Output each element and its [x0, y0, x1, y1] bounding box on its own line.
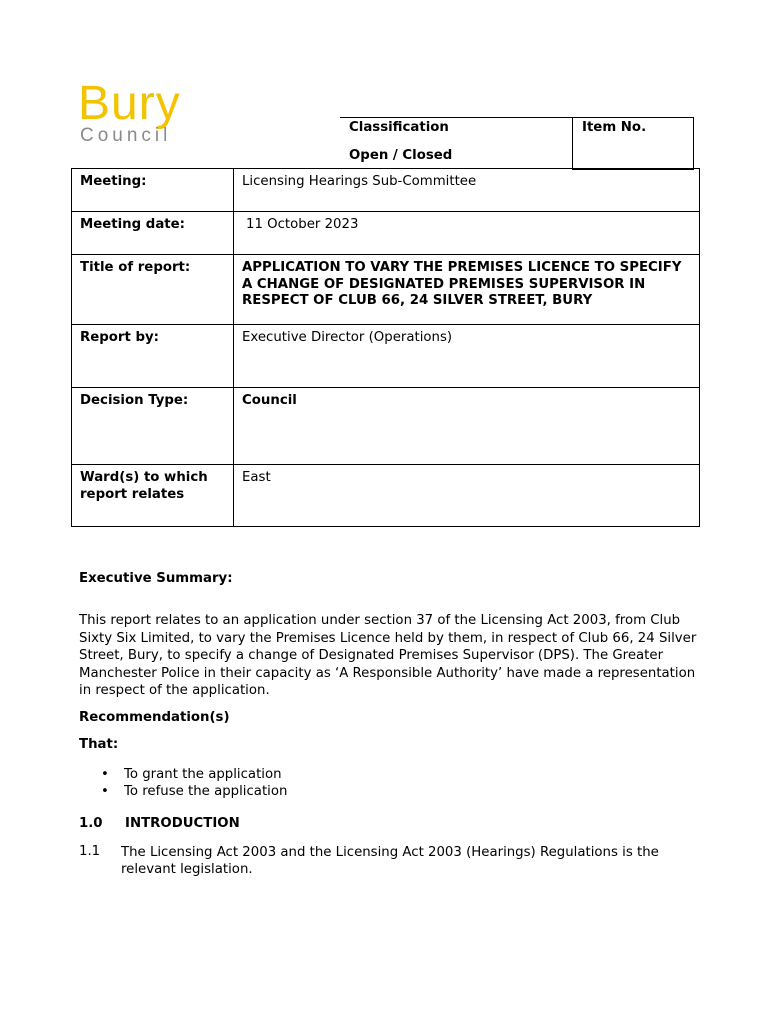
list-item	[79, 783, 287, 800]
wards-label: Ward(s) to which report relates	[72, 465, 234, 527]
executive-summary-heading: Executive Summary:	[79, 571, 233, 586]
meeting-value: Licensing Hearings Sub-Committee	[234, 169, 700, 212]
table-row	[72, 255, 700, 325]
list-item	[79, 766, 287, 783]
recommendations-heading: Recommendation(s)	[79, 710, 230, 725]
wards-value: East	[234, 465, 700, 527]
decision-type-value: Council	[234, 388, 700, 465]
report-by-label: Report by:	[72, 325, 234, 388]
bullet-icon: •	[101, 767, 109, 782]
table-row	[72, 325, 700, 388]
report-by-value: Executive Director (Operations)	[234, 325, 700, 388]
title-of-report-label: Title of report:	[72, 255, 234, 325]
bury-council-logo-wordmark: Bury	[78, 77, 181, 130]
table-row	[72, 169, 700, 212]
bullet-icon: •	[101, 784, 109, 799]
introduction-paragraph: The Licensing Act 2003 and the Licensing Act 2003 (Hearings) Regulations is the relevant legislation.	[121, 845, 659, 877]
section-number: 1.0	[79, 816, 103, 831]
meeting-date-value: 11 October 2023	[234, 212, 700, 255]
bury-council-logo-subtitle: Council	[80, 125, 172, 146]
item-number-cell	[573, 118, 694, 170]
table-row	[72, 465, 700, 527]
classification-label: Classification	[349, 119, 449, 135]
recommendations-list	[79, 766, 287, 800]
classification-top-border	[340, 117, 574, 118]
classification-value: Open / Closed	[349, 147, 453, 163]
recommendations-that: That:	[79, 737, 119, 752]
meeting-label: Meeting:	[72, 169, 234, 212]
decision-type-label: Decision Type:	[72, 388, 234, 465]
item-number-label: Item No.	[582, 120, 647, 135]
paragraph-number: 1.1	[79, 844, 101, 859]
meeting-date-label: Meeting date:	[72, 212, 234, 255]
recommendation-option: To refuse the application	[124, 784, 288, 799]
section-heading: INTRODUCTION	[125, 816, 240, 831]
table-row	[72, 212, 700, 255]
report-details-table	[71, 168, 700, 527]
executive-summary-text: This report relates to an application under section 37 of the Licensing Act 2003, from Club Sixty Six Limited, to vary the Premises Licence held by them, in respect of Club 66, 24 Silver Street, Bury, to specify a change of Designated Premises Supervisor (DPS). The Greater Manchester Police in their capacity as ‘A Responsible Authority’ have made a representation in respect of the application.	[79, 613, 697, 699]
classification-cell	[340, 118, 573, 170]
classification-table	[340, 117, 694, 170]
recommendation-option: To grant the application	[124, 767, 282, 782]
title-of-report-value: APPLICATION TO VARY THE PREMISES LICENCE TO SPECIFY A CHANGE OF DESIGNATED PREMISES SUPERVISOR IN RESPECT OF CLUB 66, 24 SILVER STREET, BURY	[234, 255, 700, 325]
table-row	[72, 388, 700, 465]
